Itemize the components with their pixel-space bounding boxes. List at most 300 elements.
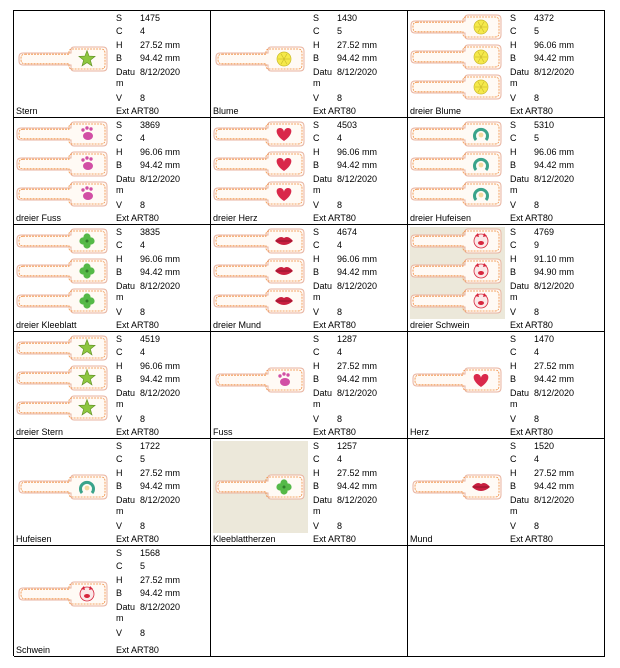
design-caption: dreier Kleeblatt — [16, 320, 77, 330]
field-value: ART80 — [131, 645, 159, 655]
design-cell[interactable] — [14, 332, 211, 439]
field-value: 8 — [534, 521, 540, 531]
field-label: H — [116, 147, 123, 157]
field-label: H — [510, 147, 517, 157]
design-thumbnail[interactable] — [16, 120, 111, 212]
design-thumbnail[interactable] — [410, 334, 505, 426]
field-label: Ext — [313, 534, 327, 544]
field-label: B — [116, 53, 123, 63]
field-value: 27.52 mm — [140, 575, 181, 585]
design-thumbnail[interactable] — [213, 334, 308, 426]
field-label: H — [116, 468, 123, 478]
ext-field — [313, 534, 356, 544]
field-label: C — [510, 240, 517, 250]
field-value: 5 — [140, 454, 146, 464]
field-label: B — [510, 267, 517, 277]
field-label: Ext — [313, 320, 327, 330]
field-value: ART80 — [131, 213, 159, 223]
field-value: 4 — [140, 26, 146, 36]
flower-icon — [474, 50, 488, 64]
pig-icon — [80, 586, 94, 601]
field-label: C — [510, 454, 517, 464]
flower-icon — [474, 20, 488, 34]
ext-field — [116, 213, 159, 223]
field-label: C — [313, 26, 320, 36]
field-label: S — [510, 334, 517, 344]
field-value: 96.06 mm — [140, 361, 181, 371]
field-label: B — [116, 374, 123, 384]
field-value: 5310 — [534, 120, 555, 130]
field-label: V — [116, 628, 123, 638]
design-cell[interactable] — [14, 11, 211, 118]
ext-field — [313, 106, 356, 116]
tag-shape — [411, 75, 501, 99]
field-value: 94.42 mm — [534, 53, 575, 63]
design-cell[interactable] — [211, 332, 408, 439]
field-label: m — [116, 292, 124, 302]
field-label: B — [313, 481, 320, 491]
field-label: Datu — [510, 281, 530, 291]
ext-field — [313, 320, 356, 330]
field-label: m — [313, 399, 321, 409]
field-label: C — [510, 347, 517, 357]
design-cell[interactable] — [211, 118, 408, 225]
design-cell[interactable] — [408, 439, 605, 546]
empty-cell — [408, 546, 605, 657]
design-caption: Kleeblattherzen — [213, 534, 276, 544]
field-label: B — [116, 481, 123, 491]
tag-shape — [214, 259, 304, 283]
design-cell[interactable] — [211, 225, 408, 332]
design-cell[interactable] — [14, 118, 211, 225]
field-label: Datu — [116, 174, 136, 184]
field-value: 1287 — [337, 334, 358, 344]
design-caption: dreier Fuss — [16, 213, 62, 223]
field-label: S — [510, 227, 517, 237]
field-label: Ext — [313, 106, 327, 116]
design-cell[interactable] — [211, 439, 408, 546]
design-caption: Herz — [410, 427, 430, 437]
field-label: H — [510, 361, 517, 371]
field-value: 8/12/2020 — [534, 67, 575, 77]
ext-field — [116, 534, 159, 544]
field-label: Datu — [313, 67, 333, 77]
field-label: Ext — [116, 106, 130, 116]
field-label: V — [313, 414, 320, 424]
design-thumbnail[interactable] — [410, 13, 505, 105]
field-value: 4 — [534, 454, 540, 464]
field-value: ART80 — [328, 427, 356, 437]
tag-shape — [19, 582, 107, 606]
field-value: 4 — [337, 454, 343, 464]
field-label: C — [510, 26, 517, 36]
design-cell[interactable] — [408, 11, 605, 118]
design-caption: dreier Hufeisen — [410, 213, 472, 223]
field-label: H — [313, 468, 320, 478]
field-value: 94.42 mm — [140, 481, 181, 491]
field-label: C — [313, 347, 320, 357]
field-value: 8/12/2020 — [140, 67, 181, 77]
design-caption: dreier Schwein — [410, 320, 470, 330]
field-label: Ext — [313, 427, 327, 437]
field-label: V — [116, 521, 123, 531]
field-value: 8/12/2020 — [534, 174, 575, 184]
tag-shape — [411, 15, 501, 39]
field-label: Ext — [510, 213, 524, 223]
tag-shape — [17, 152, 107, 176]
field-label: B — [510, 481, 517, 491]
field-value: ART80 — [131, 106, 159, 116]
field-label: Datu — [116, 281, 136, 291]
field-value: 8 — [337, 200, 343, 210]
field-value: 91.10 mm — [534, 254, 575, 264]
tag-shape — [411, 259, 501, 283]
field-value: 8/12/2020 — [140, 281, 181, 291]
design-caption: Blume — [213, 106, 239, 116]
tag-shape — [17, 229, 107, 253]
field-value: ART80 — [525, 427, 553, 437]
field-value: 5 — [140, 561, 146, 571]
field-label: S — [116, 227, 123, 237]
field-value: 8 — [140, 93, 146, 103]
field-value: ART80 — [525, 213, 553, 223]
ext-field — [116, 427, 159, 437]
design-thumbnail[interactable] — [213, 120, 308, 212]
field-label: V — [510, 200, 517, 210]
field-value: ART80 — [525, 320, 553, 330]
field-label: S — [116, 120, 123, 130]
field-value: 3835 — [140, 227, 161, 237]
field-value: 1470 — [534, 334, 555, 344]
field-value: 4 — [337, 347, 343, 357]
design-thumbnail[interactable] — [16, 227, 111, 319]
field-value: 94.42 mm — [337, 267, 378, 277]
design-caption: Hufeisen — [16, 534, 52, 544]
field-label: H — [313, 254, 320, 264]
design-thumbnail[interactable] — [16, 334, 111, 426]
field-label: S — [313, 334, 320, 344]
flower-icon — [474, 80, 488, 94]
ext-field — [116, 106, 159, 116]
field-value: 4 — [140, 133, 146, 143]
field-label: Datu — [313, 174, 333, 184]
field-value: 8 — [140, 307, 146, 317]
field-value: 4 — [337, 240, 343, 250]
field-label: m — [313, 78, 321, 88]
field-value: 4769 — [534, 227, 555, 237]
field-label: S — [313, 120, 320, 130]
field-value: 5 — [337, 26, 343, 36]
field-value: 27.52 mm — [534, 468, 575, 478]
field-label: V — [116, 414, 123, 424]
field-value: 8/12/2020 — [337, 281, 378, 291]
field-value: 9 — [534, 240, 540, 250]
field-label: B — [313, 267, 320, 277]
field-value: 4674 — [337, 227, 358, 237]
field-value: 94.42 mm — [140, 374, 181, 384]
field-value: 1568 — [140, 548, 161, 558]
field-value: ART80 — [328, 106, 356, 116]
tag-shape — [17, 396, 107, 420]
field-value: 94.42 mm — [337, 374, 378, 384]
field-label: V — [116, 93, 123, 103]
field-label: m — [510, 78, 518, 88]
field-label: H — [116, 254, 123, 264]
field-label: S — [313, 227, 320, 237]
field-label: S — [116, 13, 123, 23]
ext-field — [510, 534, 553, 544]
field-value: 8 — [534, 93, 540, 103]
field-value: 96.06 mm — [140, 254, 181, 264]
field-value: 5 — [534, 26, 540, 36]
field-label: B — [510, 374, 517, 384]
field-label: B — [116, 160, 123, 170]
field-value: 4 — [140, 240, 146, 250]
field-label: m — [116, 78, 124, 88]
field-value: 27.52 mm — [140, 468, 181, 478]
field-value: 8/12/2020 — [140, 174, 181, 184]
pig-icon — [474, 293, 488, 308]
tag-shape — [413, 368, 501, 392]
field-label: S — [510, 13, 517, 23]
field-label: C — [116, 26, 123, 36]
field-label: H — [116, 40, 123, 50]
ext-field — [313, 427, 356, 437]
field-value: 27.52 mm — [337, 40, 378, 50]
field-label: m — [313, 292, 321, 302]
field-label: B — [116, 588, 123, 598]
field-value: 8/12/2020 — [337, 388, 378, 398]
design-caption: Schwein — [16, 645, 51, 655]
field-value: ART80 — [131, 320, 159, 330]
field-value: 94.42 mm — [337, 160, 378, 170]
design-thumbnail[interactable] — [16, 548, 111, 640]
tag-shape — [413, 475, 501, 499]
field-value: 8/12/2020 — [534, 495, 575, 505]
field-label: C — [313, 454, 320, 464]
design-cell[interactable] — [211, 11, 408, 118]
field-value: 94.42 mm — [140, 53, 181, 63]
design-thumbnail[interactable] — [213, 227, 308, 319]
tag-shape — [411, 289, 501, 313]
field-value: 8 — [140, 200, 146, 210]
field-label: m — [116, 399, 124, 409]
design-cell[interactable] — [408, 225, 605, 332]
field-label: C — [116, 133, 123, 143]
design-cell[interactable] — [408, 118, 605, 225]
field-label: Datu — [116, 602, 136, 612]
field-label: Datu — [313, 495, 333, 505]
field-label: m — [116, 506, 124, 516]
field-value: 96.06 mm — [337, 254, 378, 264]
field-value: 8 — [140, 414, 146, 424]
ext-field — [510, 427, 553, 437]
ext-field — [510, 213, 553, 223]
tag-shape — [411, 182, 501, 206]
field-label: m — [313, 506, 321, 516]
field-value: 8 — [337, 307, 343, 317]
field-label: S — [510, 120, 517, 130]
field-value: 8/12/2020 — [534, 388, 575, 398]
field-label: Ext — [116, 320, 130, 330]
field-value: 8/12/2020 — [534, 281, 575, 291]
field-value: 94.42 mm — [534, 160, 575, 170]
design-cell[interactable] — [14, 225, 211, 332]
empty-cell — [211, 546, 408, 657]
field-label: S — [116, 334, 123, 344]
field-label: B — [313, 374, 320, 384]
field-value: 8 — [534, 414, 540, 424]
field-label: m — [313, 185, 321, 195]
design-caption: Mund — [410, 534, 433, 544]
field-label: B — [510, 53, 517, 63]
field-value: 4372 — [534, 13, 555, 23]
design-thumbnail[interactable] — [213, 441, 308, 533]
field-label: Datu — [510, 495, 530, 505]
design-caption: dreier Mund — [213, 320, 262, 330]
design-caption: Fuss — [213, 427, 233, 437]
field-label: V — [313, 307, 320, 317]
field-label: Ext — [313, 213, 327, 223]
tag-shape — [214, 122, 304, 146]
field-label: Ext — [510, 320, 524, 330]
pig-icon — [474, 263, 488, 278]
design-cell[interactable] — [14, 546, 211, 657]
field-label: H — [116, 361, 123, 371]
field-label: Ext — [116, 534, 130, 544]
field-value: 8/12/2020 — [140, 602, 181, 612]
field-value: 8 — [337, 414, 343, 424]
field-label: H — [313, 147, 320, 157]
tag-shape — [19, 47, 107, 71]
field-label: m — [510, 292, 518, 302]
field-value: 3869 — [140, 120, 161, 130]
field-label: m — [116, 185, 124, 195]
field-label: S — [116, 548, 123, 558]
field-value: 94.42 mm — [140, 160, 181, 170]
tag-shape — [411, 45, 501, 69]
pig-icon — [474, 233, 488, 248]
field-value: 27.52 mm — [534, 361, 575, 371]
field-value: 94.42 mm — [337, 481, 378, 491]
field-value: 94.42 mm — [534, 374, 575, 384]
field-label: C — [116, 347, 123, 357]
field-label: V — [510, 93, 517, 103]
field-label: H — [313, 361, 320, 371]
design-thumbnail[interactable] — [213, 13, 308, 105]
field-value: ART80 — [131, 534, 159, 544]
field-label: Datu — [313, 388, 333, 398]
design-caption: dreier Stern — [16, 427, 64, 437]
design-thumbnail[interactable] — [410, 441, 505, 533]
field-label: H — [510, 468, 517, 478]
tag-shape — [214, 229, 304, 253]
field-label: V — [116, 307, 123, 317]
field-label: Ext — [510, 427, 524, 437]
tag-shape — [411, 229, 501, 253]
field-value: 8/12/2020 — [337, 495, 378, 505]
field-label: C — [116, 561, 123, 571]
field-label: H — [313, 40, 320, 50]
tag-shape — [17, 289, 107, 313]
field-value: ART80 — [525, 106, 553, 116]
field-value: ART80 — [328, 320, 356, 330]
tag-shape — [214, 289, 304, 313]
field-value: 4503 — [337, 120, 358, 130]
field-value: 8 — [140, 521, 146, 531]
field-value: 27.52 mm — [337, 361, 378, 371]
tag-shape — [216, 47, 304, 71]
field-label: Datu — [116, 388, 136, 398]
design-thumbnail[interactable] — [410, 227, 505, 319]
field-label: B — [116, 267, 123, 277]
ext-field — [510, 106, 553, 116]
field-label: V — [313, 200, 320, 210]
field-value: 27.52 mm — [140, 40, 181, 50]
tag-shape — [214, 182, 304, 206]
field-value: 1430 — [337, 13, 358, 23]
field-label: H — [510, 254, 517, 264]
ext-field — [313, 213, 356, 223]
field-label: Datu — [510, 174, 530, 184]
field-label: m — [510, 506, 518, 516]
field-label: V — [510, 307, 517, 317]
field-label: V — [313, 521, 320, 531]
field-value: 1520 — [534, 441, 555, 451]
field-label: V — [510, 414, 517, 424]
field-value: 8/12/2020 — [140, 388, 181, 398]
field-value: 5 — [534, 133, 540, 143]
tag-shape — [17, 122, 107, 146]
field-value: 8 — [534, 200, 540, 210]
field-value: 94.42 mm — [140, 588, 181, 598]
design-thumbnail[interactable] — [16, 13, 111, 105]
field-label: Datu — [510, 67, 530, 77]
field-value: 96.06 mm — [534, 40, 575, 50]
design-cell[interactable] — [14, 439, 211, 546]
tag-shape — [214, 152, 304, 176]
field-value: 8 — [337, 521, 343, 531]
design-thumbnail[interactable] — [16, 441, 111, 533]
field-value: 8 — [140, 628, 146, 638]
field-value: 96.06 mm — [140, 147, 181, 157]
field-value: ART80 — [328, 534, 356, 544]
field-label: C — [313, 240, 320, 250]
tag-shape — [17, 336, 107, 360]
field-value: 94.42 mm — [140, 267, 181, 277]
design-cell[interactable] — [408, 332, 605, 439]
field-label: V — [313, 93, 320, 103]
field-value: 1722 — [140, 441, 161, 451]
field-label: H — [510, 40, 517, 50]
field-value: 4 — [140, 347, 146, 357]
field-label: C — [116, 454, 123, 464]
field-value: 94.42 mm — [337, 53, 378, 63]
design-thumbnail[interactable] — [410, 120, 505, 212]
field-label: H — [116, 575, 123, 585]
field-label: S — [116, 441, 123, 451]
field-value: 8/12/2020 — [140, 495, 181, 505]
field-value: 4519 — [140, 334, 161, 344]
field-value: 8 — [534, 307, 540, 317]
field-label: B — [510, 160, 517, 170]
field-label: C — [313, 133, 320, 143]
field-label: Datu — [116, 67, 136, 77]
tag-shape — [411, 152, 501, 176]
field-label: m — [510, 185, 518, 195]
ext-field — [116, 320, 159, 330]
field-value: 96.06 mm — [534, 147, 575, 157]
